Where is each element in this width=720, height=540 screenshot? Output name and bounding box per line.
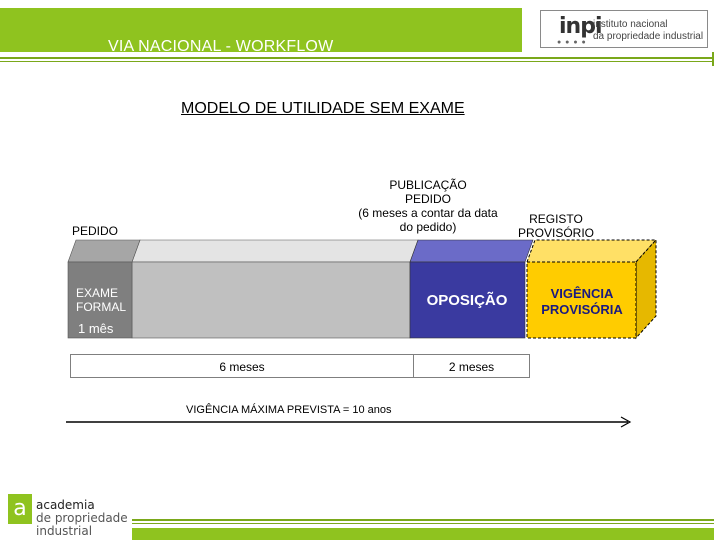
exame-formal-label <box>76 286 126 314</box>
footer-rule <box>132 519 714 521</box>
publicacao-line: PEDIDO <box>404 192 451 206</box>
duration-2-meses: 2 meses <box>448 360 495 374</box>
exame-line: EXAME <box>76 286 119 300</box>
pedido-label: PEDIDO <box>72 224 119 238</box>
academia-logo-icon: a <box>8 494 32 524</box>
publicacao-line: do pedido) <box>399 220 457 234</box>
page-title: VIA NACIONAL - WORKFLOW <box>108 38 334 55</box>
vigencia-arrow <box>66 417 630 427</box>
academia-text-line3: industrial <box>36 524 93 538</box>
footer-rule-thin <box>132 523 714 524</box>
publicacao-line: PUBLICAÇÃO <box>389 178 467 192</box>
diagram-title: MODELO DE UTILIDADE SEM EXAME <box>181 100 465 117</box>
inpi-dots-icon: ● ● ● ● <box>557 39 587 46</box>
inpi-text-line2: da propriedade industrial <box>593 31 704 42</box>
inpi-wordmark: inpi <box>559 14 602 39</box>
registo-line: PROVISÓRIO <box>517 226 594 240</box>
vigencia-maxima-label: VIGÊNCIA MÁXIMA PREVISTA = 10 anos <box>186 404 392 416</box>
academia-text-line1: academia <box>36 498 95 512</box>
oposicao-label: OPOSIÇÃO <box>426 292 508 309</box>
vigencia-provisoria-label <box>530 286 634 318</box>
exame-line: FORMAL <box>76 300 127 314</box>
grey-bar <box>132 240 418 338</box>
inpi-text-line1: instituto nacional <box>593 19 668 30</box>
duration-6-meses: 6 meses <box>219 360 265 374</box>
vigencia-line: PROVISÓRIA <box>541 302 623 317</box>
vigencia-line: VIGÊNCIA <box>550 286 614 301</box>
um-mes-label: 1 mês <box>78 321 114 336</box>
publicacao-line: (6 meses a contar da data <box>358 206 498 220</box>
footer-bar <box>132 528 714 540</box>
registo-line: REGISTO <box>529 212 583 226</box>
duration-table <box>70 354 530 378</box>
oposicao-block <box>410 240 533 338</box>
academia-text-line2: de propriedade <box>36 511 128 525</box>
